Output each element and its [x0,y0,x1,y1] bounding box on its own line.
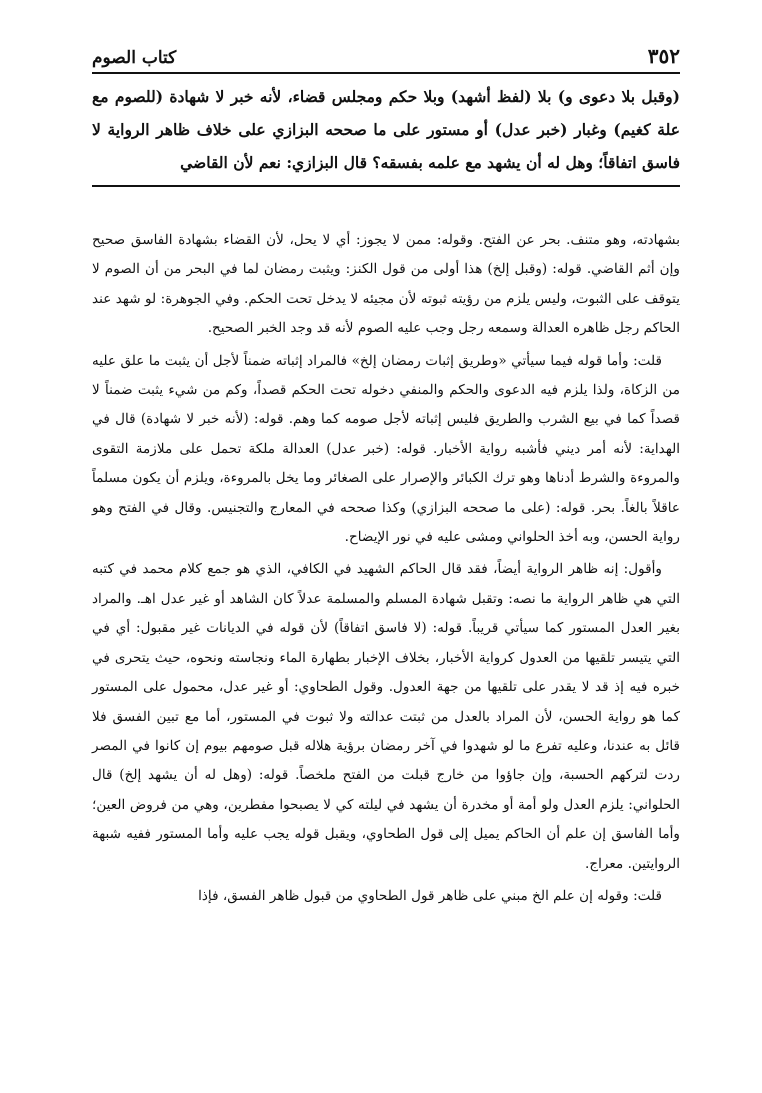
main-text: (وقبل بلا دعوى و) بلا (لفظ أشهد) وبلا حكم ومجلس قضاء، لأنه خبر لا شهادة (للصوم مع علة كغيم) وغبار (خبر عدل) أو مستور على ما صححه البزازي على خلاف ظاهر الرواية لا فاسق اتفاقاً؛ وهل له أن يشهد مع علمه بفسقه؟ قال البزازي: نعم لأن القاضي [92,80,680,187]
book-title: كتاب الصوم [92,48,177,68]
commentary-paragraph: قلت: وقوله إن علم الخ مبني على ظاهر قول الطحاوي من قبول ظاهر الفسق، فإذا [198,887,662,904]
page-header [92,38,680,74]
page-number: ٣٥٢ [647,44,680,68]
commentary-paragraph: بشهادته، وهو متنف. بحر عن الفتح. وقوله: ممن لا يجوز: أي لا يحل، لأن القضاء بشهادة الفاسق صحيح وإن أثم القاضي. قوله: (وقبل إلخ) هذا أولى من قول الكنز: ويثبت رمضان لما في البحر من أن الصوم لا يتوقف على الثبوت، وليس يلزم من رؤيته ثبوته لأن مجيئه لا يدخل تحت الحكم. وفي الجوهرة: لو شهد عند الحاكم رجل ظاهره العدالة وسمعه رجل وجب عليه الصوم لأنه قد وجد الخبر الصحيح. [92,232,680,337]
commentary-paragraph: وأقول: إنه ظاهر الرواية أيضاً، فقد قال الحاكم الشهيد في الكافي، الذي هو جمع كلام محمد في كتبه التي هي ظاهر الرواية ما نصه: وتقبل شهادة المسلم والمسلمة عدلاً كان الشاهد أو غير عدل اهـ. والمراد بغير العدل المستور كما سيأتي قريباً. قوله: (لا فاسق اتفاقاً) لأن قوله في الديانات غير مقبول: أي في التي يتيسر تلقيها من العدول كرواية الأخبار، بخلاف الإخبار بطهارة الماء ونجاسته ونحوه، حيث يتحرى في خبره فيه إذ قد لا يقدر على تلقيها من جهة العدول. وقول الطحاوي: أو غير عدل، محمول على المستور كما هو رواية الحسن، لأن المراد بالعدل من ثبتت عدالته ولا ثبوت في المستور، أما مع تبين الفسق فلا قائل به عندنا، وعليه تفرع ما لو شهدوا في آخر رمضان برؤية هلاله قبل صومهم بيوم إن كانوا في المصر ردت لتركهم الحسبة، وإن جاؤوا من خارج قبلت من الفتح ملخصاً. قوله: (وهل له أن يشهد إلخ) قال الحلواني: يلزم العدل ولو أمة أو مخدرة أن يشهد في ليلته كي لا يصبحوا مفطرين، وهي من فروض العين؛ وأما الفاسق إن علم أن الحاكم يميل إلى قول الطحاوي، ويقبل قوله يجب عليه وأما المستور ففيه شبهة الروايتين. معراج. [92,561,680,872]
commentary-paragraph: قلت: وأما قوله فيما سيأتي «وطريق إثبات رمضان إلخ» فالمراد إثباته ضمناً لأجل أن يثبت ما علق عليه من الزكاة، ولذا يلزم فيه الدعوى والحكم والمنفي دخوله تحت الحكم قصداً، وكم من شيء يثبت ضمناً لا قصداً كما في بيع الشرب والطريق فليس إثباته لأجل صومه كما وهم. قوله: (لأنه خبر لا شهادة) قال في الهداية: لأنه أمر ديني فأشبه رواية الأخبار. قوله: (خبر عدل) العدالة ملكة تحمل على ملازمة التقوى والمروءة والشرط أدناها وهو ترك الكبائر والإصرار على الصغائر وما يخل بالمروءة، ويلزم أن يكون مسلماً عاقلاً بالغاً. بحر. قوله: (على ما صححه البزازي) وكذا صححه في المعارج والتجنيس. وقال في الفتح وهو رواية الحسن، وبه أخذ الحلواني ومشى عليه في نور الإيضاح. [92,352,680,546]
commentary [92,226,680,914]
